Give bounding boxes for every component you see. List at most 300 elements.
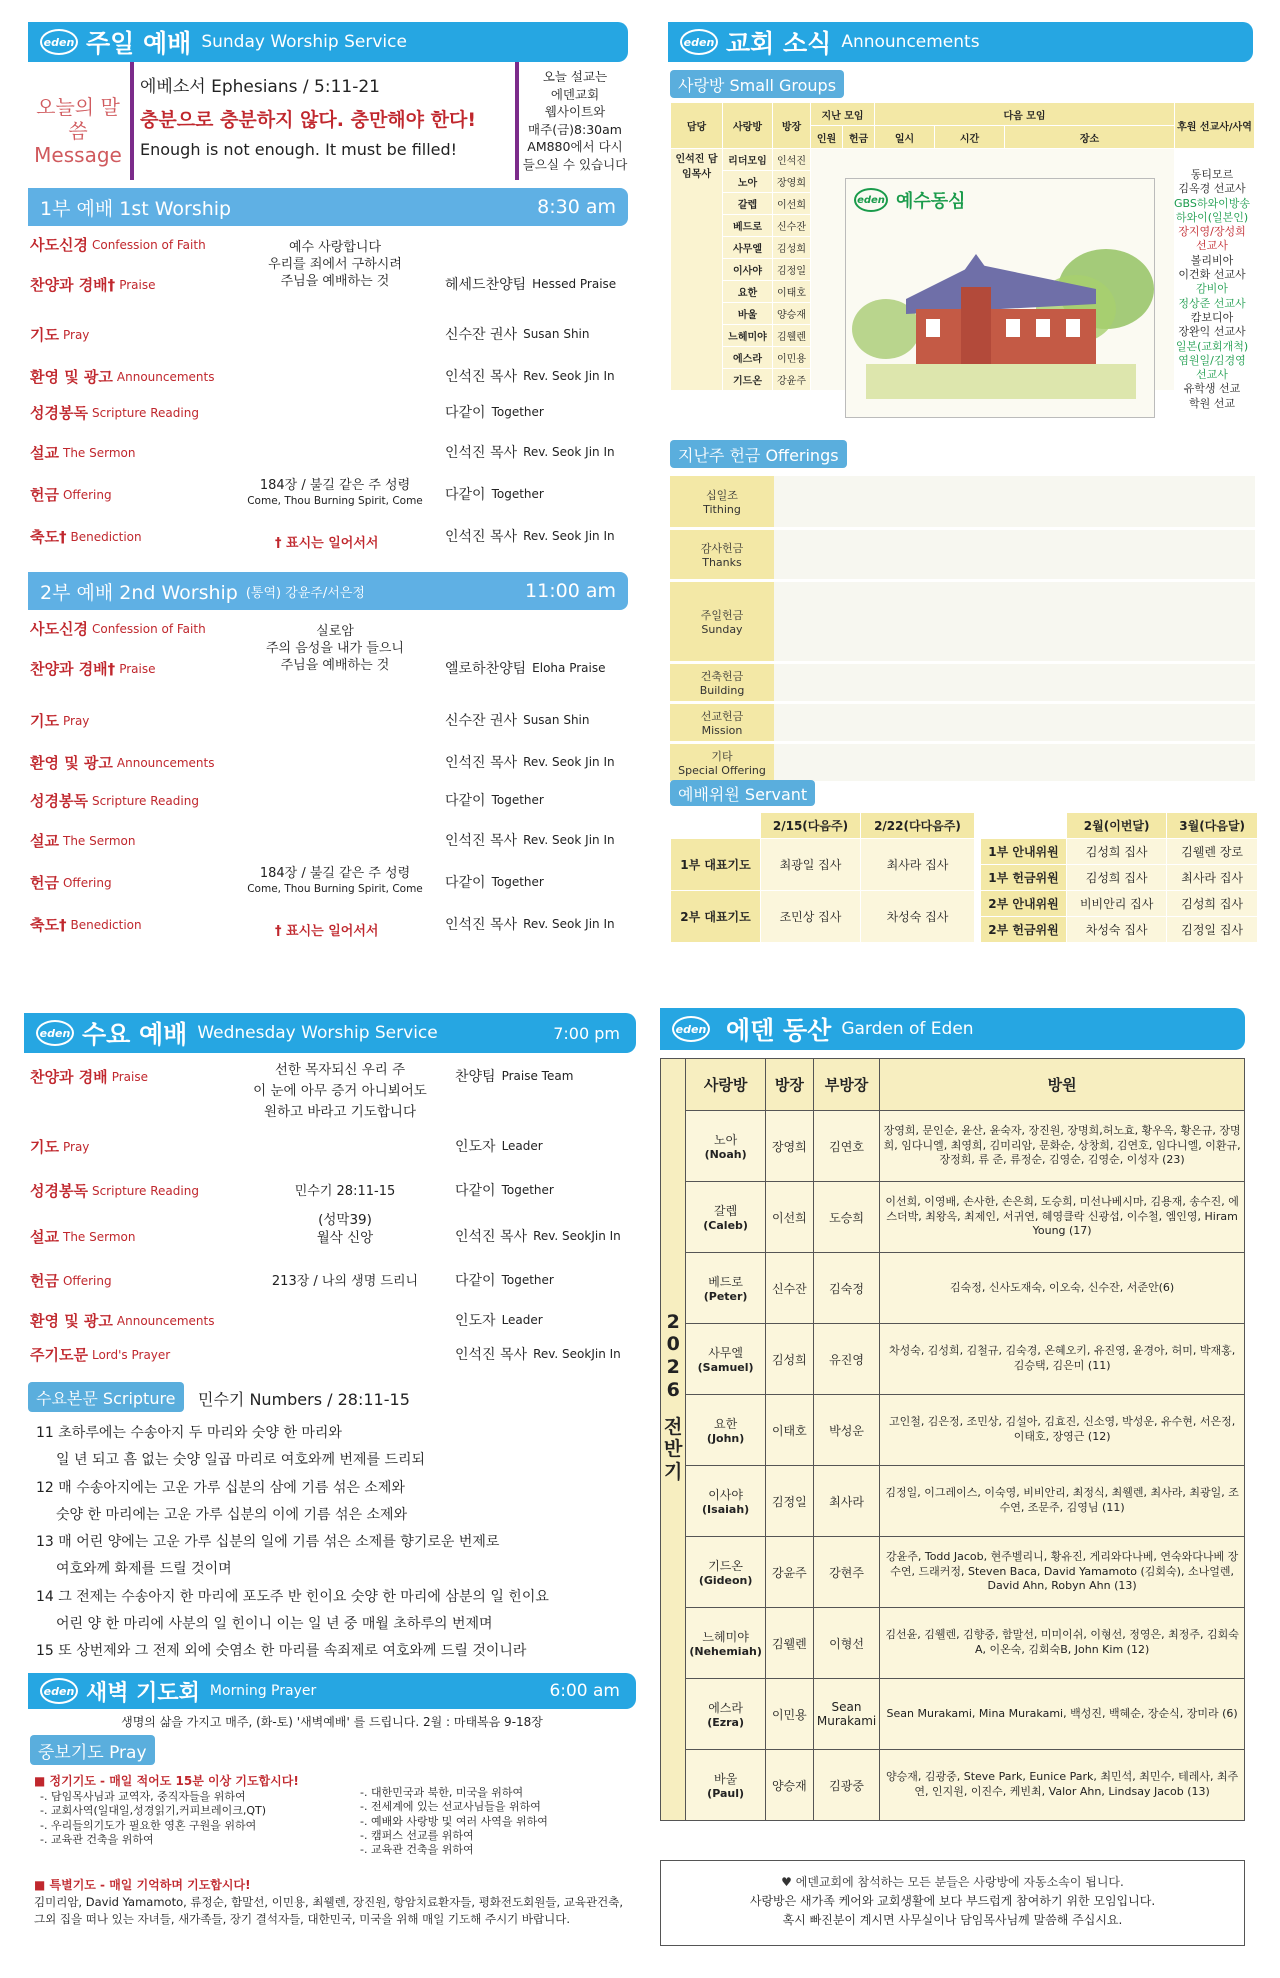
eden-logo-icon: eden [40, 1678, 78, 1704]
service-leader [455, 1066, 573, 1086]
group-subleader: Sean Murakami [813, 1679, 879, 1750]
service-item [30, 274, 155, 295]
sermon-line: 월삭 신앙 [316, 1229, 374, 1246]
morning-prayer-header: eden 새벽 기도회 Morning Prayer 6:00 am [28, 1673, 636, 1709]
offering-row [670, 528, 1255, 580]
servant-table-b: 2월(이번달) 3월(다음달) 1부 안내위원 김성희 집사 김웰렌 장로 1부 헌금위원 김성희 집사 최사라 집사 2부 안내위원 비비안리 집사 김성희 집사 2부 헌금위원 차성숙 집사 김정일 집사 [980, 812, 1258, 943]
group-name: 에스라 [708, 1701, 743, 1715]
item-label-en: Announcements [116, 369, 215, 384]
eden-logo-icon: eden [680, 29, 718, 55]
service-leader [445, 872, 544, 892]
offerings-pill: 지난주 헌금 Offerings [670, 440, 847, 468]
group-subleader: 김연호 [813, 1111, 879, 1182]
service-item [30, 366, 215, 387]
garden-period [661, 1111, 686, 1821]
church-illustration-card [845, 178, 1155, 418]
servant-role: 2부 헌금위원 [981, 917, 1067, 943]
song-line: 예수 사랑합니다 [288, 240, 382, 255]
song-line: 주의 음성을 내가 들으니 [266, 640, 404, 656]
sermon-reference: 에베소서 Ephesians / 5:11-21 [140, 77, 380, 97]
item-label-ko: 사도신경 [30, 620, 88, 638]
prayer-item: -. 교육관 건축을 위하여 [40, 1832, 154, 1846]
offering-row [670, 702, 1255, 742]
offering-type: 십일조 [706, 488, 738, 502]
hymn [230, 866, 440, 897]
prayer-item: -. 예배와 사랑방 및 여러 사역을 위하여 [360, 1814, 548, 1828]
group-leader: 이선희 [773, 193, 811, 215]
servant-row [981, 865, 1258, 891]
leader-name-en: Together [491, 487, 544, 501]
verse-line: 11 초하루에는 수송아지 두 마리와 숫양 한 마리와 [36, 1425, 342, 1441]
group-name-en: (Noah) [704, 1148, 747, 1161]
item-label-ko: 환영 및 광고 [30, 1312, 113, 1330]
announcements-title: 교회 소식 [726, 29, 832, 58]
service-leader [445, 710, 590, 730]
item-label-ko: 축도† [30, 916, 67, 934]
song-line: 이 눈에 아무 증거 아니뵈어도 [253, 1082, 427, 1099]
item-label-en: The Sermon [62, 445, 136, 460]
service-leader [445, 830, 615, 850]
group-leader: 이민용 [765, 1679, 813, 1750]
item-label-en: Pray [62, 327, 90, 342]
group-leader: 김웰렌 [773, 325, 811, 347]
offering-type: 건축헌금 [700, 669, 744, 683]
message-divider [130, 62, 134, 180]
group-leader: 김성희 [773, 237, 811, 259]
service-item [30, 442, 135, 463]
group-members: 양승재, 김광중, Steve Park, Eunice Park, 최민석, 최민수, 테레사, 최주연, 인지원, 이진수, 케빈최, Valor Ahn, Lindsay Jacob (13) [880, 1750, 1245, 1821]
item-label-en: Offering [62, 1273, 112, 1288]
service-leader [455, 1136, 543, 1156]
period-char: 반 [664, 1438, 683, 1461]
hymn-title-en: Come, Thou Burning Spirit, Come [247, 882, 423, 895]
leader-name-en: Rev. Seok Jin In [523, 755, 615, 769]
servant-name: 비비안리 집사 [1067, 891, 1167, 917]
group-name: 이사야 [723, 259, 773, 281]
servant-role: 1부 헌금위원 [981, 865, 1067, 891]
prayer-item: -. 교회사역(일대일,성경읽기,커피브레이크,QT) [40, 1804, 267, 1818]
special-prayer-heading: ■ 특별기도 - 매일 기억하며 기도합시다! [34, 1878, 251, 1892]
service-item [30, 234, 206, 255]
verse-line: 여호와께 화제를 드릴 것이며 [56, 1561, 232, 1578]
group-members: 김숙정, 신사도재숙, 이오숙, 신수잔, 서준안(6) [880, 1253, 1245, 1324]
mission-item: 캄보디아 [1190, 310, 1234, 324]
leader-name: 다같이 [455, 1273, 496, 1289]
item-label-en: The Sermon [62, 1229, 136, 1244]
offering-type-en: Sunday [701, 622, 743, 636]
message-divider-right [515, 62, 519, 180]
group-members: 강윤주, Todd Jacob, 현주벨리니, 황유진, 게리와다나베, 연숙와다나베 장수연, 드래커정, Steven Baca, David Yamamoto (김회숙), 소나얼렌, David Ahn, Robyn Ahn (13) [880, 1537, 1245, 1608]
leader-name-en: Rev. Seok Jin In [523, 445, 615, 459]
sermon-line: (성막39) [318, 1212, 372, 1228]
servant-name: 김성희 집사 [1067, 839, 1167, 865]
service-leader [445, 658, 605, 678]
leader-name-en: Together [491, 875, 544, 889]
small-groups-table: 담당 사랑방 방장 지난 모임 다음 모임 후원 선교사/사역 인원 헌금 일시 시간 장소 인석진 담임목사 리더모임 인석진 노아 장영희 갈렙 이선희 베드로 신수잔 사무엘 김성희 이사야 김정일 요한 이태호 바울 양승재 느헤미야 김웰렌 에스라 이민용 기드온 강윤주 [670, 102, 1255, 391]
mission-item: 장완익 선교사 [1178, 325, 1246, 339]
servant-name: 김정일 집사 [1167, 917, 1258, 943]
leader-name: 다같이 [455, 1183, 496, 1199]
group-subleader: 유진영 [813, 1324, 879, 1395]
service-item [30, 752, 215, 773]
leader-name: 다같이 [445, 875, 486, 891]
group-charge: 인석진 담임목사 [671, 149, 723, 391]
service-leader [455, 1270, 554, 1290]
wednesday-scripture-ref: 민수기 Numbers / 28:11-15 [198, 1390, 410, 1409]
group-name: 베드로 [708, 1275, 743, 1289]
mission-item: 이건화 선교사 [1178, 268, 1246, 282]
group-members: 이선희, 이영배, 손사한, 손은희, 도승희, 미선나베시마, 김용재, 송수진, 에스더박, 최왕옥, 최제인, 서귀연, 혜영클락 신광섭, 이수철, 엠인영, Hiram Young (17) [880, 1182, 1245, 1253]
leader-name-en: Rev. Seok Jin In [523, 529, 615, 543]
item-label-en: Lord's Prayer [91, 1347, 171, 1362]
group-members: Sean Murakami, Mina Murakami, 백성진, 백혜순, 장순식, 장미라 (6) [880, 1679, 1245, 1750]
group-leader: 이선희 [765, 1182, 813, 1253]
leader-name-en: Rev. Seok Jin In [523, 917, 615, 931]
group-leader: 김정일 [773, 259, 811, 281]
item-label-ko: 찬양과 경배† [30, 660, 116, 678]
offering-row [670, 580, 1255, 662]
prayer-item: -. 대한민국과 북한, 미국을 위하여 [360, 1786, 524, 1799]
period-char: 2 [666, 1310, 680, 1333]
leader-name: 인석진 목사 [455, 1347, 528, 1363]
group-subleader: 강현주 [813, 1537, 879, 1608]
garden-group-row [661, 1750, 1245, 1821]
servant-name: 김성희 집사 [1067, 865, 1167, 891]
service-item [30, 830, 135, 851]
group-leader: 이태호 [765, 1395, 813, 1466]
verse-line: 숫양 한 마리에는 고운 가루 십분의 이에 기름 섞은 소제와 [56, 1506, 408, 1523]
group-members: 장영희, 문인순, 윤산, 윤숙자, 장진원, 장명희,허노효, 황우옥, 황은규, 장명희, 임다니엘, 최영희, 김미리암, 문화순, 상창희, 김연호, 임다니엘, 이환규, 장정희, 류 준, 류정순, 김영순, 김영순, 이성자 (23) [880, 1111, 1245, 1182]
leader-name: 다같이 [445, 793, 486, 809]
leader-name-en: Susan Shin [523, 713, 590, 727]
service-leader [455, 1180, 554, 1200]
morning-prayer-desc: 생명의 삶을 가지고 매주, (화-토) '새벽예배' 를 드립니다. 2월 : 마태복음 9-18장 [121, 1715, 543, 1729]
servant-name: 최사라 집사 [1167, 865, 1258, 891]
mission-item: 유학생 선교 [1183, 382, 1241, 396]
group-name: 이사야 [708, 1488, 743, 1502]
prayer-item: -. 담임목사님과 교역자, 중직자들을 위하여 [40, 1790, 246, 1803]
offering-type: 선교헌금 [700, 709, 744, 723]
service-leader [445, 752, 615, 772]
service-item [30, 1226, 135, 1247]
service-item [30, 1270, 112, 1291]
leader-name-en: Leader [501, 1313, 543, 1327]
leader-name-en: Rev. Seok Jin In [523, 833, 615, 847]
praise-songs [240, 240, 430, 291]
praise-songs [240, 624, 430, 675]
item-label-ko: 설교 [30, 832, 59, 850]
sunday-title-en: Sunday Worship Service [201, 32, 407, 52]
garden-table: 사랑방 방장 부방장 방원 2 0 2 6 전 반 기 노아 (Noah) 장영희 김연호 장영희, 문인순, 윤산, 윤숙자, 장진원, 장명희,허노효, 황우옥, 황은규, 장명희, 임다니엘, 최영희, 김미리암, 문화순, 상창희, 김연호, 임다니엘, 이환규, 장정희, 류 준, 류정순, 김영순, 김영순, 이성자 (23) 갈렙 (Caleb) 이선희 도승희 이선희, 이영배, 손사한, 손은희, 도승희, 미선나베시마, 김용재, 송수진, 에스더박, 최왕옥, 최제인, 서귀연, 혜영클락 신광섭, 이수철, 엠인영, Hiram Young (17) 베드로 (Peter) 신수잔 김숙정 김숙정, 신사도재숙, 이오숙, 신수잔, 서준안(6) 사무엘 (Samuel) 김성희 유진영 차성숙, 김성희, 김철규, 김숙경, 온혜오키, 유진영, 윤경아, 허미, 박재홍, 김승택, 김은미 (11) 요한 (John) 이태호 박성운 고인철, 김은정, 조민상, 김설아, 김효진, 신소영, 박성운, 유수현, 서은정, 이태호, 장영근 (12) 이사야 (Isaiah) 김정일 최사라 김정일, 이그레이스, 이숙영, 비비안리, 최정식, 최웰렌, 최사라, 최광일, 조수연, 조문주, 김영님 (11) 기드온 (Gideon) 강윤주 강현주 강윤주, Todd Jacob, 현주벨리니, 황유진, 게리와다나베, 연숙와다나베 장수연, 드래커정, Steven Baca, David Yamamoto (김회숙), 소나얼렌, David Ahn, Robyn Ahn (13) 느헤미야 (Nehemiah) 김웰렌 이형선 김선윤, 김웰렌, 김향중, 함말선, 미미이쉬, 이형선, 정영은, 최정주, 김회숙A, 이온숙, 김회숙B, John Kim (12) 에스라 (Ezra) 이민용 Sean Murakami Sean Murakami, Mina Murakami, 백성진, 백혜순, 장순식, 장미라 (6) 바울 (Paul) 양승재 김광중 양승재, 김광중, Steve Park, Eunice Park, 최민석, 최민수, 테레사, 최주연, 인지원, 이진수, 케빈최, Valor Ahn, Lindsay Jacob (13) [660, 1058, 1245, 1821]
leader-name-en: Susan Shin [523, 327, 590, 341]
group-leader: 신수잔 [765, 1253, 813, 1324]
song-line: 우리를 죄에서 구하시려 [268, 256, 402, 272]
item-label-ko: 기도 [30, 1138, 59, 1156]
hymn-title-en: Come, Thou Burning Spirit, Come [247, 494, 423, 507]
leader-name-en: Leader [501, 1139, 543, 1153]
group-name-en: (Peter) [703, 1290, 748, 1303]
service-leader [455, 1310, 543, 1330]
servant-row [981, 839, 1258, 865]
eden-logo-icon: eden [854, 188, 888, 212]
prayer-item: -. 교육관 건축을 위하여 [360, 1843, 474, 1857]
announcements-header: eden 교회 소식 Announcements [668, 22, 1253, 62]
mission-item: GBS하와이방송 [1174, 196, 1250, 210]
service-item [30, 484, 112, 505]
garden-header: eden 에덴 동산 Garden of Eden [660, 1008, 1245, 1050]
verse-line: 어린 양 한 마리에 사분의 일 힌이니 이는 일 년 중 매월 초하루의 번제며 [56, 1616, 493, 1633]
item-label-en: Pray [62, 1139, 90, 1154]
mission-item: 장지영/장성희 [1178, 225, 1246, 239]
offering-type: 기타 [711, 749, 733, 763]
item-label-en: The Sermon [62, 833, 136, 848]
service-item [30, 790, 199, 811]
garden-footnote [660, 1860, 1245, 1946]
song-line: 원하고 바라고 기도합니다 [263, 1103, 417, 1120]
item-label-ko: 기도 [30, 712, 59, 730]
group-members: 김정일, 이그레이스, 이숙영, 비비안리, 최정식, 최웰렌, 최사라, 최광일, 조수연, 조문주, 김영님 (11) [880, 1466, 1245, 1537]
service-item [30, 402, 199, 423]
pray-pill: 중보기도 Pray [30, 1735, 155, 1765]
replay-note: 오늘 설교는 에덴교회 웹사이트와 매주(금)8:30am AM880에서 다시 들으실 수 있습니다 [522, 69, 628, 172]
servant-name: 김웰렌 장로 [1167, 839, 1258, 865]
service-detail: 민수기 28:11-15 [294, 1184, 396, 1199]
leader-name-en: Rev. Seok Jin In [523, 369, 615, 383]
garden-group-row [661, 1608, 1245, 1679]
item-label-ko: 헌금 [30, 1272, 59, 1290]
group-subleader: 김광중 [813, 1750, 879, 1821]
wednesday-sermon-title [250, 1212, 440, 1247]
prayer-item: -. 우리들의기도가 필요한 영혼 구원을 위하여 [40, 1818, 257, 1832]
service-item [30, 1136, 89, 1157]
regular-prayer-left [40, 1790, 266, 1847]
service-item [30, 1180, 199, 1201]
sunday-title: 주일 예배 [86, 29, 192, 58]
item-label-ko: 헌금 [30, 486, 59, 504]
item-label-en: Pray [62, 713, 90, 728]
offering-type-en: Tithing [703, 502, 741, 516]
sunday-header [28, 22, 628, 62]
item-label-en: Announcements [116, 1313, 215, 1328]
group-leader: 신수잔 [773, 215, 811, 237]
group-subleader: 박성운 [813, 1395, 879, 1466]
wednesday-scripture-pill: 수요본문 Scripture [28, 1382, 184, 1412]
group-name-en: (Caleb) [703, 1219, 748, 1232]
footnote-line: ♥ 에덴교회에 참석하는 모든 분들은 사랑방에 자동소속이 됩니다. [781, 1875, 1124, 1889]
item-label-ko: 성경봉독 [30, 404, 88, 422]
verse-line: 일 년 되고 흠 없는 숫양 일곱 마리로 여호와께 번제를 드리되 [56, 1452, 426, 1469]
message-label: 오늘의 말씀 Message [34, 95, 122, 167]
footnote-line: 혹시 빠진분이 계시면 사무실이나 담임목사님께 말씀해 주십시요. [782, 1913, 1123, 1928]
item-label-ko: 환영 및 광고 [30, 368, 113, 386]
item-label-ko: 주기도문 [30, 1346, 88, 1364]
leader-name-en: Praise Team [501, 1069, 574, 1083]
group-leader: 장영희 [773, 171, 811, 193]
offering-row [670, 662, 1255, 702]
service-item [30, 914, 142, 935]
item-label-en: Benediction [70, 529, 142, 544]
mission-item: 김옥경 선교사 [1178, 182, 1246, 196]
leader-name: 인도자 [455, 1139, 496, 1155]
group-leader: 강윤주 [765, 1537, 813, 1608]
servant-table-a: 2/15(다음주) 2/22(다다음주) 1부 대표기도 최광일 집사 최사라 집사 2부 대표기도 조민상 집사 차성숙 집사 [670, 812, 975, 943]
mission-item: 선교사 [1196, 239, 1228, 253]
item-label-en: Scripture Reading [91, 1183, 199, 1198]
eden-logo-icon: eden [40, 29, 78, 55]
garden-group-row [661, 1182, 1245, 1253]
item-label-en: Scripture Reading [91, 793, 199, 808]
leader-name: 인석진 목사 [455, 1229, 528, 1245]
regular-prayer-right [360, 1786, 548, 1857]
group-leader: 장영희 [765, 1111, 813, 1182]
service-leader [455, 1344, 621, 1364]
service-item [30, 618, 206, 639]
item-label-ko: 기도 [30, 326, 59, 344]
stand-note: † 표시는 일어서서 [275, 924, 379, 939]
item-label-ko: 사도신경 [30, 236, 88, 254]
item-label-ko: 성경봉독 [30, 1182, 88, 1200]
item-label-en: Confession of Faith [91, 621, 206, 636]
leader-name: 헤세드찬양팀 [445, 277, 527, 293]
group-name: 기드온 [708, 1559, 743, 1573]
service-leader [445, 402, 544, 422]
group-name: 갈렙 [723, 193, 773, 215]
leader-name-en: Eloha Praise [532, 661, 606, 675]
item-label-ko: 축도† [30, 528, 67, 546]
mission-item: 염원일/김경영 [1178, 353, 1246, 367]
service-leader [445, 442, 615, 462]
stand-note: † 표시는 일어서서 [275, 536, 379, 551]
service-item [30, 1344, 170, 1365]
offering-type-en: Mission [701, 723, 743, 737]
mission-item: 일본(교회개척) [1175, 339, 1249, 353]
group-subleader: 이형선 [813, 1608, 879, 1679]
item-label-en: Benediction [70, 917, 142, 932]
group-name-en: (Paul) [707, 1787, 745, 1800]
period-char: 6 [666, 1378, 680, 1401]
group-name-en: (Gideon) [698, 1574, 753, 1587]
service-leader [445, 484, 544, 504]
service-item [30, 526, 142, 547]
group-leader: 양승재 [773, 303, 811, 325]
group-name: 노아 [714, 1133, 738, 1147]
church-building-icon [846, 179, 1155, 418]
item-label-en: Praise [111, 1069, 148, 1084]
first-worship-header: 1부 예배 1st Worship 8:30 am [28, 188, 628, 226]
eden-logo-icon: eden [36, 1020, 74, 1046]
eden-logo-icon: eden [672, 1016, 710, 1042]
offerings-table [670, 476, 1255, 784]
leader-name-en: Together [491, 405, 544, 419]
mission-item: 볼리비아 [1190, 253, 1234, 267]
service-detail: 213장 / 나의 생명 드리니 [271, 1274, 419, 1289]
hymn-title: 184장 / 불길 같은 주 성령 [259, 478, 411, 493]
group-name-en: (Ezra) [707, 1716, 745, 1729]
song-line: 선한 목자되신 우리 주 [274, 1062, 406, 1078]
group-name: 바울 [714, 1772, 738, 1786]
group-name: 기드온 [723, 369, 773, 391]
service-item [30, 658, 155, 679]
group-members: 고인철, 김은정, 조민상, 김설아, 김효진, 신소영, 박성운, 유수현, 서은정, 이태호, 장영근 (12) [880, 1395, 1245, 1466]
group-name: 바울 [723, 303, 773, 325]
item-label-en: Scripture Reading [91, 405, 199, 420]
group-name-en: (Isaiah) [702, 1503, 750, 1516]
group-name: 느헤미야 [723, 325, 773, 347]
leader-name: 인석진 목사 [445, 833, 518, 849]
card-title: 예수동심 [896, 191, 966, 212]
group-subleader: 최사라 [813, 1466, 879, 1537]
hymn [230, 478, 440, 509]
leader-name: 인석진 목사 [445, 917, 518, 933]
group-name: 요한 [714, 1417, 738, 1431]
garden-group-row [661, 1537, 1245, 1608]
second-worship-header: 2부 예배 2nd Worship (통역) 강윤주/서은정 11:00 am [28, 572, 628, 610]
garden-group-row [661, 1111, 1245, 1182]
wednesday-header: eden 수요 예배 Wednesday Worship Service 7:00 pm [24, 1013, 636, 1053]
regular-prayer-heading: ■ 정기기도 - 매일 적어도 15분 이상 기도합시다! [34, 1774, 299, 1788]
supported-missions [1168, 168, 1256, 411]
group-leader: 이태호 [773, 281, 811, 303]
verse-line: 14 그 전제는 수송아지 한 마리에 포도주 반 힌이요 숫양 한 마리에 삼분의 일 힌이요 [36, 1588, 549, 1605]
item-label-en: Offering [62, 487, 112, 502]
group-name: 요한 [723, 281, 773, 303]
item-label-en: Offering [62, 875, 112, 890]
small-group-row [671, 149, 1255, 171]
verse-line: 15 또 상번제와 그 전제 외에 숫염소 한 마리를 속죄제로 여호와께 드릴 것이니라 [36, 1643, 527, 1660]
prayer-item: -. 전세계에 있는 선교사님들을 위하여 [360, 1800, 541, 1814]
item-label-ko: 설교 [30, 444, 59, 462]
garden-group-row [661, 1395, 1245, 1466]
group-subleader: 도승희 [813, 1182, 879, 1253]
leader-name: 인석진 목사 [445, 529, 518, 545]
service-leader [445, 324, 590, 344]
small-groups-pill: 사랑방 Small Groups [670, 70, 844, 98]
leader-name-en: Rev. SeokJin In [533, 1229, 621, 1243]
servant-row [981, 917, 1258, 943]
item-label-ko: 성경봉독 [30, 792, 88, 810]
item-label-en: Praise [119, 277, 156, 292]
verse-line: 13 매 어린 양에는 고운 가루 십분의 일에 기름 섞은 소제를 향기로운 번제로 [36, 1534, 500, 1551]
period-char: 0 [666, 1333, 680, 1356]
service-leader [445, 526, 615, 546]
service-leader [445, 274, 616, 294]
hymn-title: 184장 / 불길 같은 주 성령 [259, 866, 411, 881]
group-members: 김선윤, 김웰렌, 김향중, 함말선, 미미이쉬, 이형선, 정영은, 최정주, 김회숙A, 이온숙, 김회숙B, John Kim (12) [880, 1608, 1245, 1679]
offering-row [670, 742, 1255, 782]
group-leader: 이민용 [773, 347, 811, 369]
sermon-title-ko: 충분으로 충분하지 않다. 충만해야 한다! [140, 109, 477, 131]
service-item [30, 1310, 215, 1331]
prayer-item: -. 캠퍼스 선교를 위하여 [360, 1828, 474, 1842]
group-name-en: (John) [706, 1432, 745, 1445]
message-box [140, 72, 510, 159]
service-item [30, 710, 89, 731]
group-name: 사무엘 [708, 1346, 743, 1360]
garden-group-row [661, 1466, 1245, 1537]
group-subleader: 김숙정 [813, 1253, 879, 1324]
group-leader: 인석진 [773, 149, 811, 171]
offering-type: 감사헌금 [700, 541, 744, 555]
mission-item: 감비아 [1196, 282, 1228, 296]
item-label-ko: 환영 및 광고 [30, 754, 113, 772]
leader-name: 인석진 목사 [445, 369, 518, 385]
service-item [30, 324, 89, 345]
period-char: 전 [664, 1415, 683, 1438]
item-label-ko: 설교 [30, 1228, 59, 1246]
leader-name-en: Rev. SeokJin In [533, 1347, 621, 1361]
service-item [30, 872, 112, 893]
mission-item: 학원 선교 [1188, 396, 1235, 410]
